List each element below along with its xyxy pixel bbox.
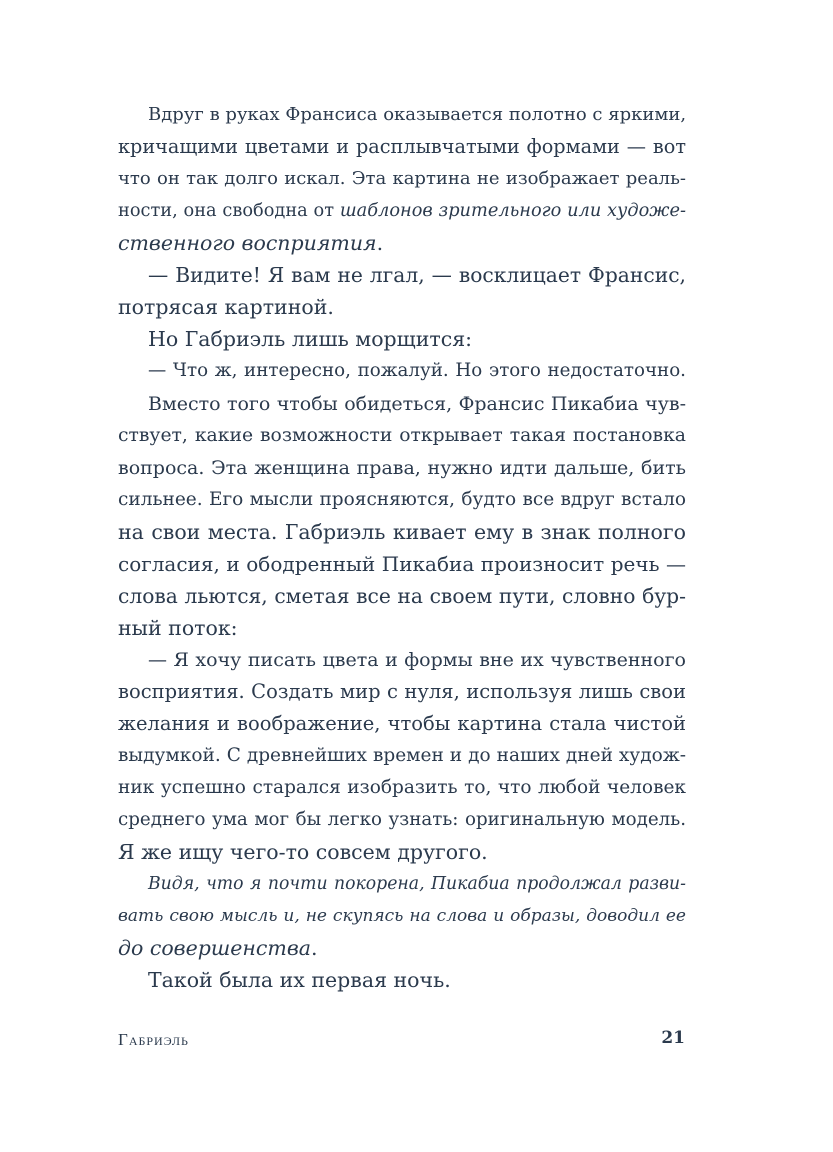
text-line: ник успешно старался изобразить то, что любой человек: [118, 777, 686, 798]
text-line: на свои места. Габриэль кивает ему в знак полного: [118, 520, 686, 544]
text-line: Я же ищу чего-то совсем другого.: [118, 840, 488, 864]
text-line: — Видите! Я вам не лгал, — восклицает Франсис,: [148, 263, 686, 287]
text-line: выдумкой. С древнейших времен и до наших дней худож-: [118, 745, 686, 766]
text-line: среднего ума мог бы легко узнать: оригинальную модель.: [118, 809, 686, 830]
italic-segment: Видя, что я почти покорена, Пикабиа продолжал разви-: [148, 874, 686, 894]
text-line: желания и воображение, чтобы картина стала чистой: [118, 712, 686, 735]
text-line: Вместо того чтобы обидеться, Франсис Пикабиа чув-: [148, 393, 686, 415]
text-line: [118, 230, 686, 256]
italic-segment: вать свою мысль и, не скупясь на слова и образы, доводил ее: [118, 906, 686, 926]
text-line: Но Габриэль лишь морщится:: [148, 327, 473, 351]
text-line: [148, 871, 686, 897]
text-line: вопроса. Эта женщина права, нужно идти дальше, бить: [118, 457, 686, 479]
page-number: 21: [661, 1028, 685, 1048]
text-line: Такой была их первая ночь.: [148, 968, 451, 992]
italic-segment: шаблонов зрительного или художе-: [339, 201, 686, 221]
text-segment: .: [311, 936, 318, 960]
italic-segment: ственного восприятия: [118, 231, 377, 255]
text-line: согласия, и ободренный Пикабиа произносит речь —: [118, 552, 686, 576]
running-title: Габриэль: [118, 1030, 189, 1049]
text-line: восприятия. Создать мир с нуля, используя лишь свои: [118, 680, 686, 703]
text-line: ный поток:: [118, 616, 238, 640]
text-line: [118, 903, 686, 929]
text-line: — Я хочу писать цвета и формы вне их чувственного: [148, 649, 686, 671]
text-segment: ности, она свободна от: [118, 201, 335, 221]
text-line: [118, 198, 686, 224]
text-line: слова льются, сметая все на своем пути, словно бур-: [118, 584, 686, 608]
text-line: кричащими цветами и расплывчатыми формами — вот: [118, 135, 686, 158]
text-segment: .: [376, 231, 384, 255]
italic-segment: до совершенства: [118, 936, 311, 960]
text-line: ствует, какие возможности открывает такая постановка: [118, 425, 686, 446]
text-line: потрясая картиной.: [118, 295, 334, 319]
text-line: что он так долго искал. Эта картина не изображает реаль-: [118, 168, 686, 189]
text-line: сильнее. Его мысли проясняются, будто все вдруг встало: [118, 489, 686, 510]
text-line: — Что ж, интересно, пожалуй. Но этого недостаточно.: [148, 360, 686, 381]
text-line: [118, 935, 686, 961]
text-line: Вдруг в руках Франсиса оказывается полотно с яркими,: [148, 104, 687, 125]
